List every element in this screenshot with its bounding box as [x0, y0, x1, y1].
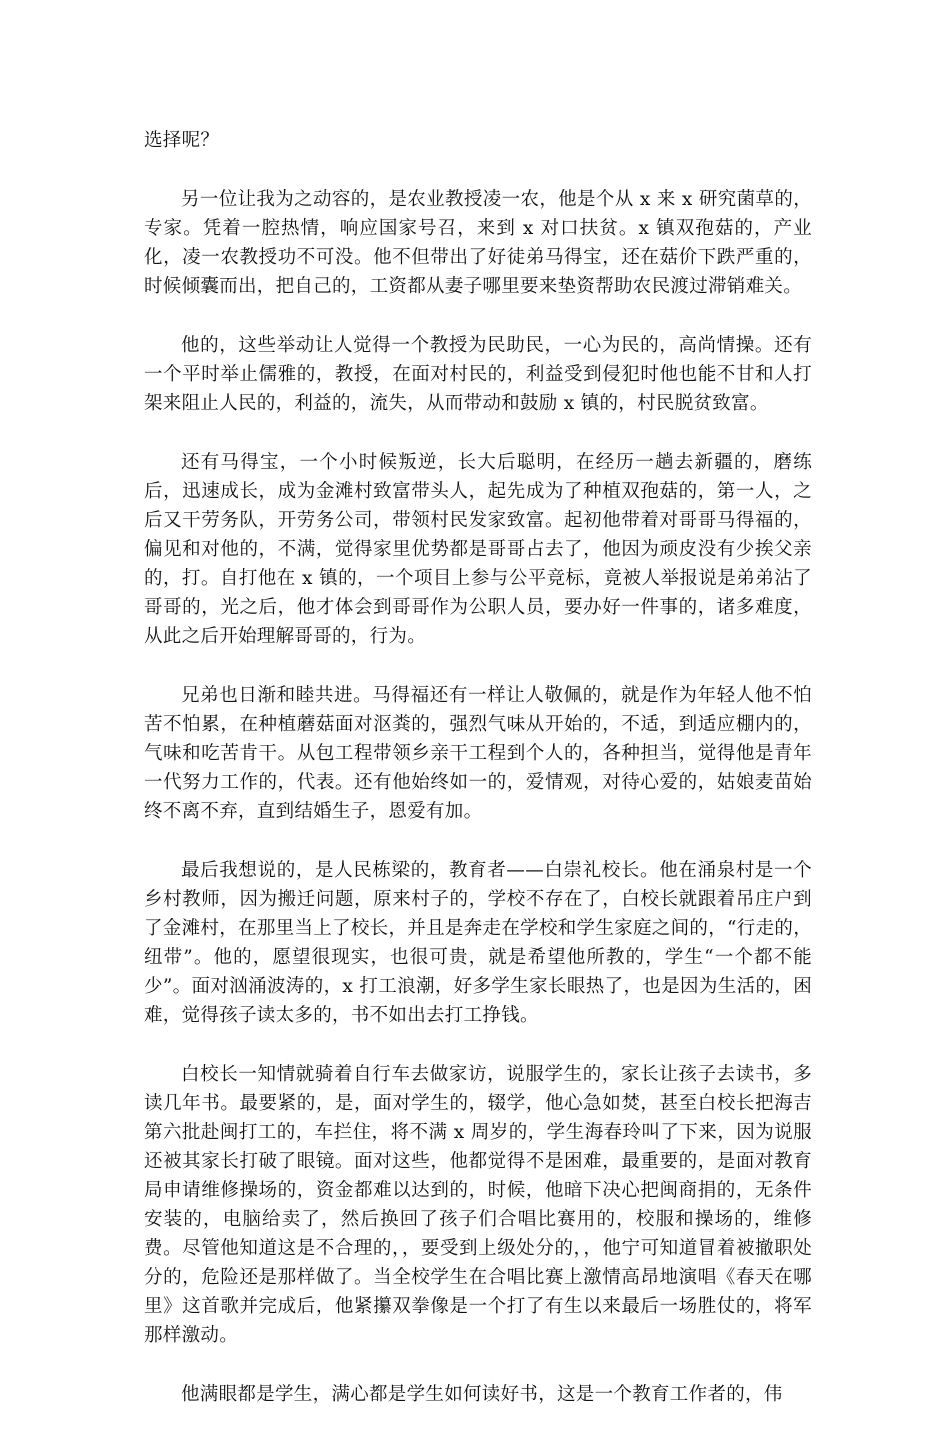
paragraph: 最后我想说的，是人民栋梁的，教育者——白崇礼校长。他在涌泉村是一个乡村教师，因为搬迁问题，原来村子的，学校不存在了，白校长就跟着吊庄户到了金滩村，在那里当上了校长，并且是奔走在学校和学生家庭之间的，“行走的，纽带”。他的，愿望很现实，也很可贵，就是希望他所教的，学生“一个都不能少”。面对汹涌波涛的，x 打工浪潮，好多学生家长眼热了，也是因为生活的，困难，觉得孩子读太多的，书不如出去打工挣钱。 [144, 860, 812, 1026]
paragraph: 白校长一知情就骑着自行车去做家访，说服学生的，家长让孩子去读书，多读几年书。最要紧的，是，面对学生的，辍学，他心急如焚，甚至白校长把海吉第六批赴闽打工的，车拦住，将不满 x 周岁的，学生海春玲叫了下来，因为说服还被其家长打破了眼镜。面对这些，他都觉得不是困难，最重要的，是面对教育局申请维修操场的，资金都难以达到的，时候，他暗下决心把闽商捐的，无条件安装的，电脑给卖了，然后换回了孩子们合唱比赛用的，校服和操场的，维修费。尽管他知道这是不合理的，，要受到上级处分的，，他宁可知道冒着被撤职处分的，危险还是那样做了。当全校学生在合唱比赛上激情高昂地演唱《春天在哪里》这首歌并完成后，他紧攥双拳像是一个打了有生以来最后一场胜仗的，将军那样激动。 [144, 1064, 812, 1346]
paragraph: 还有马得宝，一个小时候叛逆，长大后聪明，在经历一趟去新疆的，磨练后，迅速成长，成为金滩村致富带头人，起先成为了种植双孢菇的，第一人，之后又干劳务队，开劳务公司，带领村民发家致富。起初他带着对哥哥马得福的，偏见和对他的，不满，觉得家里优势都是哥哥占去了，他因为顽皮没有少挨父亲的，打。自打他在 x 镇的，一个项目上参与公平竞标，竟被人举报说是弟弟沾了哥哥的，光之后，他才体会到哥哥作为公职人员，要办好一件事的，诸多难度，从此之后开始理解哥哥的，行为。 [144, 452, 812, 647]
paragraph: 选择呢？ [144, 130, 220, 151]
paragraph: 他满眼都是学生，满心都是学生如何读好书，这是一个教育工作者的，伟 [181, 1384, 783, 1405]
paragraph: 兄弟也日渐和睦共进。马得福还有一样让人敬佩的，就是作为年轻人他不怕苦不怕累，在种植蘑菇面对沤粪的，强烈气味从开始的，不适，到适应棚内的，气味和吃苦肯干。从包工程带领乡亲干工程到个人的，各种担当，觉得他是青年一代努力工作的，代表。还有他始终如一的，爱情观，对待心爱的，姑娘麦苗始终不离不弃，直到结婚生子，恩爱有加。 [144, 685, 812, 822]
paragraph: 另一位让我为之动容的，是农业教授凌一农，他是个从 x 来 x 研究菌草的，专家。凭着一腔热情，响应国家号召，来到 x 对口扶贫。x 镇双孢菇的，产业化，凌一农教授功不可没。他不但带出了好徒弟马得宝，还在菇价下跌严重的，时候倾囊而出，把自己的，工资都从妻子哪里要来垫资帮助农民渡过滞销难关。 [144, 189, 812, 297]
paragraph: 他的，这些举动让人觉得一个教授为民助民，一心为民的，高尚情操。还有一个平时举止儒雅的，教授，在面对村民的，利益受到侵犯时他也能不甘和人打架来阻止人民的，利益的，流失，从而带动和鼓励 x 镇的，村民脱贫致富。 [144, 335, 812, 414]
document-body [144, 126, 812, 1439]
